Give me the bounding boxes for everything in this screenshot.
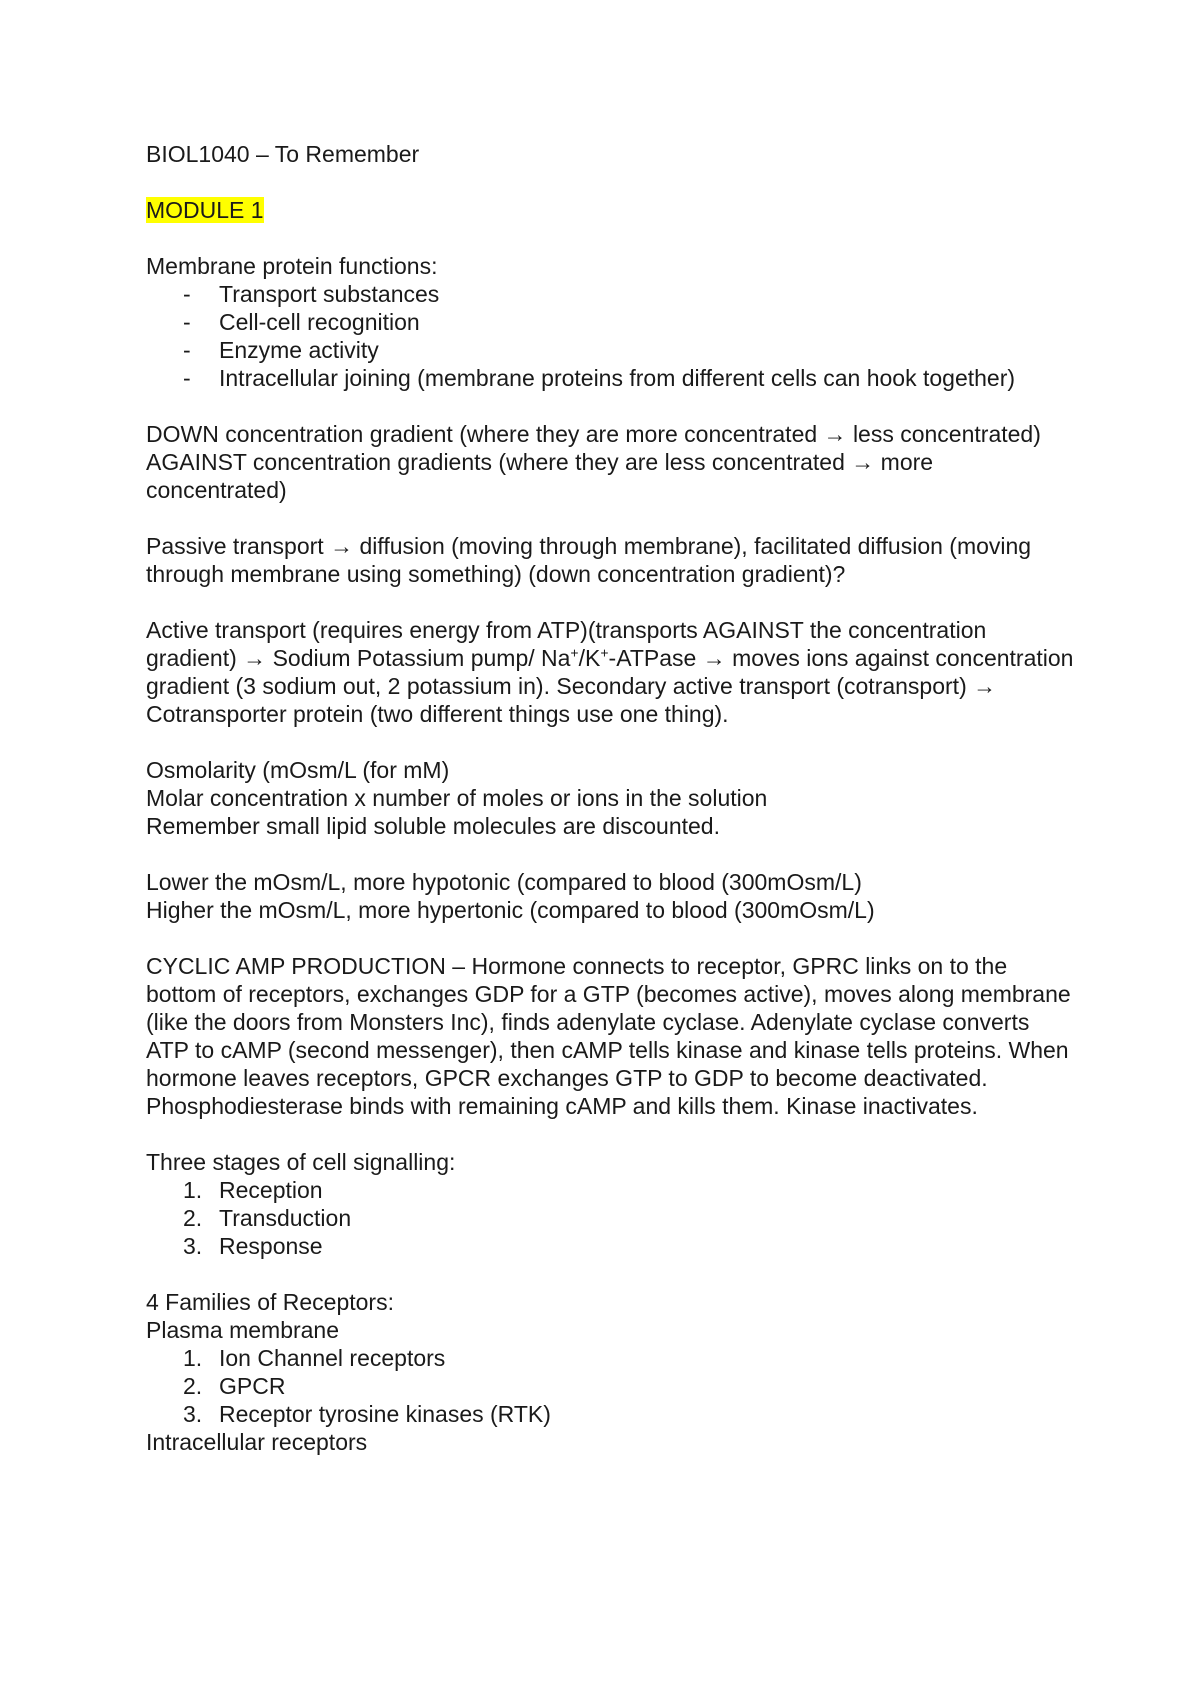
document-title: BIOL1040 – To Remember — [146, 141, 420, 167]
receptors-subheading: Plasma membrane — [146, 1317, 340, 1343]
arrow-icon: → — [702, 645, 726, 671]
list-item: 3. Response — [183, 1233, 323, 1259]
list-number: 2. — [183, 1205, 203, 1231]
dash-bullet: - — [183, 309, 191, 335]
arrow-icon: → — [330, 533, 354, 559]
arrow-icon: → — [851, 449, 875, 475]
membrane-functions-list — [146, 280, 1076, 392]
tonicity-line: Lower the mOsm/L, more hypotonic (compared to blood (300mOsm/L) — [146, 869, 862, 895]
dash-bullet: - — [183, 281, 191, 307]
arrow-icon: → — [823, 421, 847, 447]
list-item: - Intracellular joining (membrane proteins from different cells can hook together) — [183, 365, 1016, 391]
osmolarity-line: Molar concentration x number of moles or ions in the solution — [146, 785, 768, 811]
list-number: 1. — [183, 1177, 203, 1203]
list-item: - Enzyme activity — [183, 337, 379, 363]
document-page — [146, 140, 1076, 1456]
dash-bullet: - — [183, 365, 191, 391]
list-number: 2. — [183, 1373, 203, 1399]
list-item: 2. Transduction — [183, 1205, 352, 1231]
down-gradient-note: DOWN concentration gradient (where they are more concentrated → less concentrated) — [146, 421, 1041, 447]
list-item: 3. Receptor tyrosine kinases (RTK) — [183, 1401, 551, 1427]
dash-bullet: - — [183, 337, 191, 363]
receptors-list — [146, 1344, 1076, 1428]
signalling-heading: Three stages of cell signalling: — [146, 1149, 456, 1175]
list-number: 3. — [183, 1401, 203, 1427]
receptors-heading: 4 Families of Receptors: — [146, 1289, 394, 1315]
tonicity-line: Higher the mOsm/L, more hypertonic (compared to blood (300mOsm/L) — [146, 897, 875, 923]
list-item: - Transport substances — [183, 281, 440, 307]
passive-transport-paragraph: Passive transport → diffusion (moving through membrane), facilitated diffusion (moving through membrane using something) (down concentration gradient)? — [146, 533, 1032, 587]
list-item: 2. GPCR — [183, 1373, 286, 1399]
arrow-icon: → — [973, 673, 997, 699]
module-heading — [146, 196, 1076, 224]
arrow-icon: → — [243, 645, 267, 671]
active-transport-paragraph: Active transport (requires energy from ATP)(transports AGAINST the concentration gradient) → Sodium Potassium pump/ Na+/K+-ATPase → moves ions against concentration gradient (3 sodium out, 2 potassium in). Secondary active transport (cotransport) → Cotransporter protein (two different things use one thing). — [146, 617, 1074, 727]
against-gradient-note: AGAINST concentration gradients (where they are less concentrated → more concentrated) — [146, 449, 934, 503]
list-item: - Cell-cell recognition — [183, 309, 420, 335]
signalling-list — [146, 1176, 1076, 1260]
membrane-functions-heading: Membrane protein functions: — [146, 253, 438, 279]
osmolarity-line: Remember small lipid soluble molecules are discounted. — [146, 813, 720, 839]
list-number: 3. — [183, 1233, 203, 1259]
cyclic-amp-paragraph: CYCLIC AMP PRODUCTION – Hormone connects to receptor, GPRC links on to the bottom of receptors, exchanges GDP for a GTP (becomes active), moves along membrane (like the doors from Monsters Inc), finds adenylate cyclase. Adenylate cyclase converts ATP to cAMP (second messenger), then cAMP tells kinase and kinase tells proteins. When hormone leaves receptors, GPCR exchanges GTP to GDP to become deactivated. Phosphodiesterase binds with remaining cAMP and kills them. Kinase inactivates. — [146, 953, 1071, 1119]
list-item: 1. Reception — [183, 1177, 323, 1203]
receptors-footer: Intracellular receptors — [146, 1429, 368, 1455]
list-number: 1. — [183, 1345, 203, 1371]
list-item: 1. Ion Channel receptors — [183, 1345, 446, 1371]
osmolarity-line: Osmolarity (mOsm/L (for mM) — [146, 757, 450, 783]
module-heading-highlight: MODULE 1 — [146, 197, 264, 223]
